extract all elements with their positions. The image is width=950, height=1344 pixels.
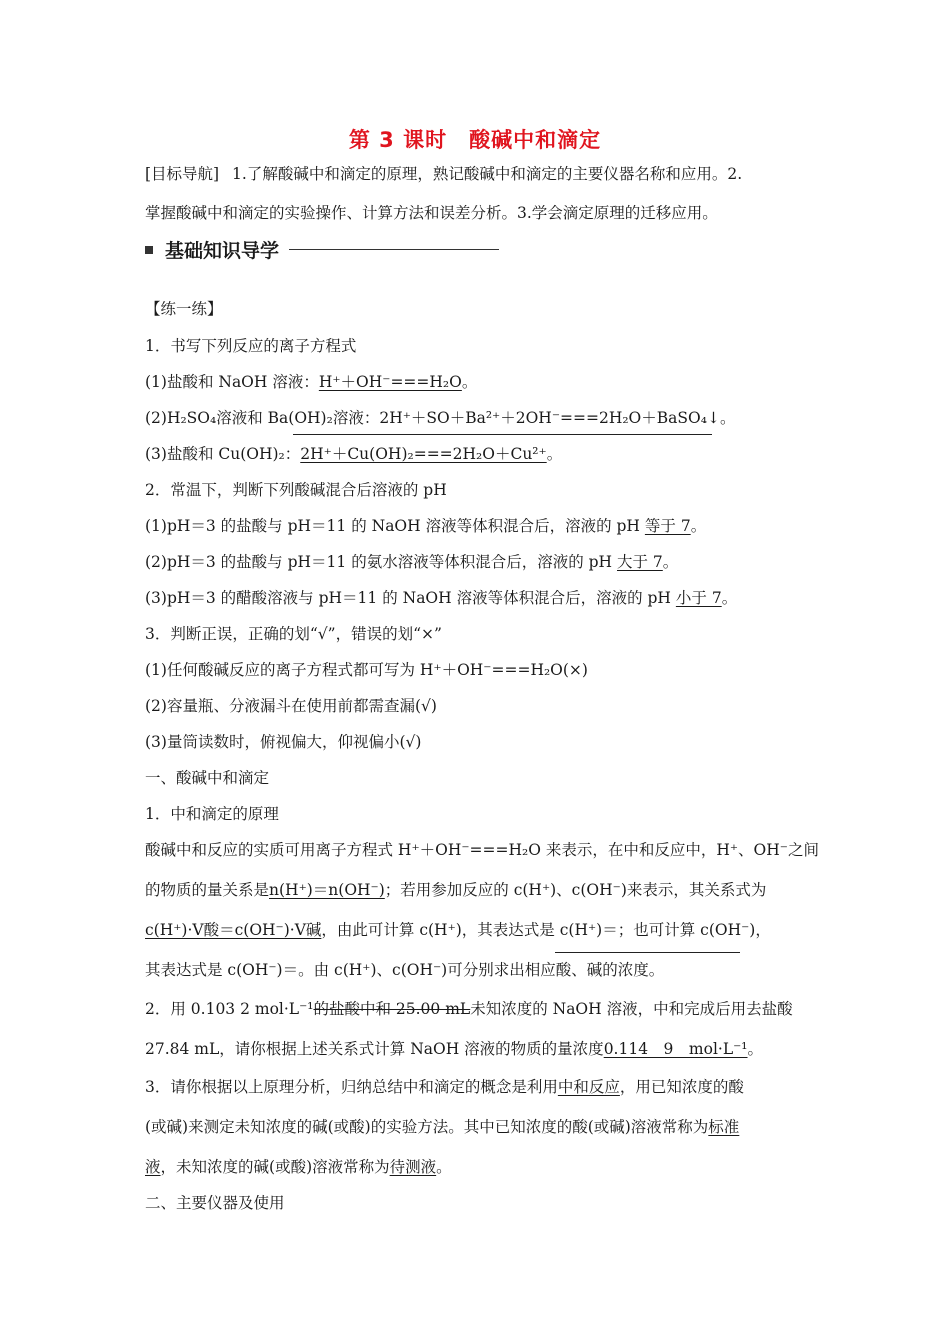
q1-b-answer-rule [293,434,712,435]
part1-p1-line4: 其表达式是 c(OH⁻)＝。由 c(H⁺)、c(OH⁻)可分别求出相应酸、碱的浓度。 [145,961,665,979]
q1-b-answer: 2H⁺＋SO＋Ba²⁺＋2OH⁻===2H₂O＋BaSO₄↓ [379,409,720,427]
q1-c-answer: 2H⁺＋Cu(OH)₂===2H₂O＋Cu²⁺ [300,445,547,463]
sub2-struck-text: 的盐酸中和 25.00 mL [313,1000,471,1018]
q1-c-end: 。 [546,445,563,463]
q2-stem: 2．常温下，判断下列酸碱混合后溶液的 pH [145,481,447,499]
sub3-prompt: 3．请你根据以上原理分析，归纳总结中和滴定的概念是利用 [145,1078,558,1096]
q2-a [145,516,706,536]
section-heading-text: 基础知识导学 [165,240,280,262]
q2-b-answer: 大于 7 [617,553,663,571]
q3-c: (3)量筒读数时，俯视偏大，仰视偏小(√) [145,733,422,751]
q1-a-end: 。 [461,373,478,391]
q2-c-prompt: (3)pH＝3 的醋酸溶液与 pH＝11 的 NaOH 溶液等体积混合后，溶液的 pH [145,589,676,607]
q3-stem: 3．判断正误，正确的划“√”，错误的划“×” [145,625,442,643]
sub3-end: 。 [436,1158,452,1176]
q2-b [145,552,678,572]
sub3-line3-text: ，未知浓度的碱(或酸)溶液常称为 [160,1158,390,1176]
sub2-rest: 未知浓度的 NaOH 溶液，中和完成后用去盐酸 [470,1000,793,1018]
q3-b: (2)容量瓶、分液漏斗在使用前都需查漏(√) [145,697,437,715]
sub2-prompt: 2．用 0.103 2 mol·L⁻¹ [145,1000,314,1018]
part1-heading: 一、酸碱中和滴定 [145,769,270,787]
part1-sub3-line1 [145,1077,744,1097]
q1-c [145,444,562,464]
q3-a: (1)任何酸碱反应的离子方程式都可写为 H⁺＋OH⁻===H₂O(×) [145,661,588,679]
q1-a-prompt: (1)盐酸和 NaOH 溶液： [145,373,319,391]
sub3-answer-2a: 标准 [708,1118,740,1136]
q2-c-answer: 小于 7 [675,589,722,607]
heading-rule [289,249,499,250]
p1-line2-answer: n(H⁺)＝n(OH⁻) [269,881,385,899]
sub3-line2-text: (或碱)来测定未知浓度的碱(或酸)的实验方法。其中已知浓度的酸(或碱)溶液常称为 [145,1118,709,1136]
q2-a-answer: 等于 7 [644,517,691,535]
q2-c [145,588,737,608]
part1-p1-line3 [145,920,771,940]
part2-heading: 二、主要仪器及使用 [145,1194,285,1212]
page-title: 第 3 课时 酸碱中和滴定 [348,128,602,152]
q1-a [145,372,477,392]
goal-label: [目标导航] [145,165,220,183]
part1-p1-line2 [145,880,766,900]
part1-sub2-line2 [145,1039,763,1059]
sub3-answer-1: 中和反应 [557,1078,620,1096]
p1-line2-prompt: 的物质的量关系是 [145,881,270,899]
q1-b-prompt: (2)H₂SO₄溶液和 Ba(OH)₂溶液： [145,409,380,427]
q2-a-prompt: (1)pH＝3 的盐酸与 pH＝11 的 NaOH 溶液等体积混合后，溶液的 pH [145,517,645,535]
q2-b-prompt: (2)pH＝3 的盐酸与 pH＝11 的氨水溶液等体积混合后，溶液的 pH [145,553,617,571]
part1-sub3-line3 [145,1157,452,1177]
sub3-answer-2b: 液 [145,1158,161,1176]
goal-text-1: 1.了解酸碱中和滴定的原理，熟记酸碱中和滴定的主要仪器名称和应用。2. [232,165,743,183]
q1-c-prompt: (3)盐酸和 Cu(OH)₂： [145,445,301,463]
q2-a-end: 。 [690,517,707,535]
p1-line3-rest: ，由此可计算 c(H⁺)，其表达式是 c(H⁺)＝；也可计算 c(OH⁻)， [321,921,771,939]
part1-p1-line1: 酸碱中和反应的实质可用离子方程式 H⁺＋OH⁻===H₂O 来表示，在中和反应中，H⁺、OH⁻之间 [145,841,819,859]
q1-a-answer: H⁺＋OH⁻===H₂O [318,373,462,391]
sub2-line2-prompt: 27.84 mL，请你根据上述关系式计算 NaOH 溶液的物质的量浓度 [145,1040,604,1058]
goal-line-2: 掌握酸碱中和滴定的实验操作、计算方法和误差分析。3.学会滴定原理的迁移应用。 [145,204,718,222]
sub2-end: 。 [747,1040,764,1058]
q1-b [145,408,735,428]
square-bullet-icon [145,246,153,254]
goal-line-1 [145,164,742,184]
q1-b-end: 。 [719,409,736,427]
q2-c-end: 。 [721,589,738,607]
p1-line3-blank-rule [555,952,740,953]
sub2-answer: 0.114 9 mol·L⁻¹ [603,1040,748,1058]
part1-sub1: 1．中和滴定的原理 [145,805,279,823]
practice-label: 【练一练】 [145,300,223,318]
sub3-answer-3: 待测液 [389,1158,437,1176]
q2-b-end: 。 [662,553,679,571]
p1-line3-answer: c(H⁺)·V酸＝c(OH⁻)·V碱 [145,921,322,939]
part1-sub2-line1 [145,999,793,1019]
q1-stem: 1．书写下列反应的离子方程式 [145,337,357,355]
p1-line2-rest: ；若用参加反应的 c(H⁺)、c(OH⁻)来表示，其关系式为 [384,881,767,899]
part1-sub3-line2 [145,1117,739,1137]
sub3-rest: ，用已知浓度的酸 [619,1078,744,1096]
section-heading [145,236,499,263]
